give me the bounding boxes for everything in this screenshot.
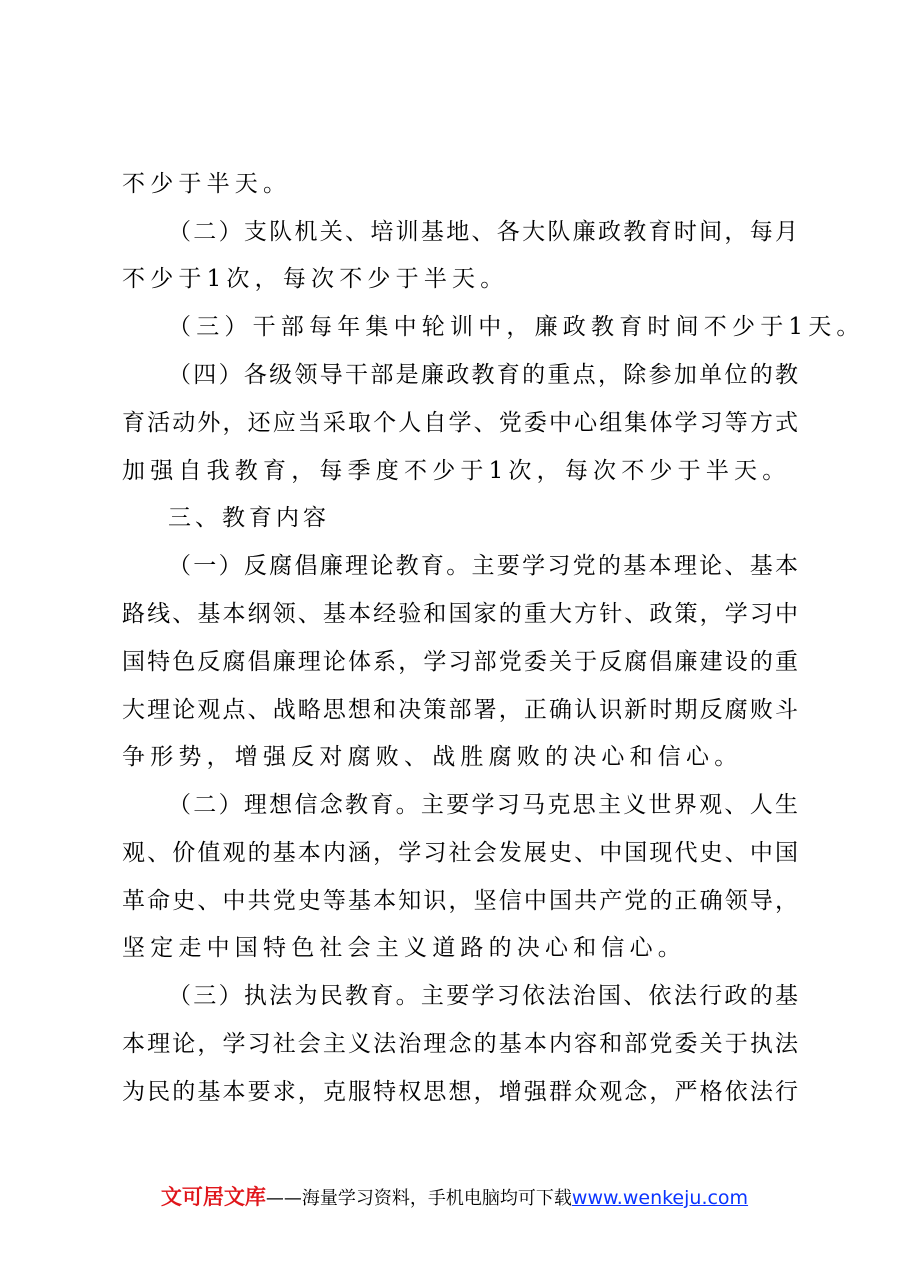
text-line: （二）理想信念教育。主要学习马克思主义世界观、人生 — [168, 792, 798, 818]
text-line: 为民的基本要求，克服特权思想，增强群众观念，严格依法行 — [122, 1079, 798, 1105]
text-line: 加强自我教育，每季度不少于1次，每次不少于半天。 — [122, 458, 791, 484]
text-line: 大理论观点、战略思想和决策部署，正确认识新时期反腐败斗 — [122, 697, 798, 723]
footer-tagline: ——海量学习资料，手机电脑均可下载 — [265, 1188, 572, 1209]
text-line: 不少于半天。 — [122, 171, 292, 197]
text-line: （一）反腐倡廉理论教育。主要学习党的基本理论、基本 — [168, 553, 798, 579]
footer-brand: 文可居文库 — [160, 1185, 266, 1209]
text-line: 革命史、中共党史等基本知识，坚信中国共产党的正确领导， — [122, 888, 798, 914]
section-heading: 三、教育内容 — [168, 505, 330, 531]
text-line: 争形势，增强反对腐败、战胜腐败的决心和信心。 — [122, 744, 743, 770]
text-line: 育活动外，还应当采取个人自学、党委中心组集体学习等方式 — [122, 410, 798, 436]
text-line: 观、价值观的基本内涵，学习社会发展史、中国现代史、中国 — [122, 840, 798, 866]
text-line: 本理论，学习社会主义法治理念的基本内容和部党委关于执法 — [122, 1031, 798, 1057]
footer-banner — [0, 1183, 909, 1213]
text-line: 路线、基本纲领、基本经验和国家的重大方针、政策，学习中 — [122, 601, 798, 627]
text-line: （二）支队机关、培训基地、各大队廉政教育时间，每月 — [168, 219, 798, 245]
text-line: （三）干部每年集中轮训中，廉政教育时间不少于1天。 — [168, 314, 865, 340]
text-line: 坚定走中国特色社会主义道路的决心和信心。 — [122, 935, 686, 961]
text-line: （四）各级领导干部是廉政教育的重点，除参加单位的教 — [168, 362, 798, 388]
text-line: 国特色反腐倡廉理论体系，学习部党委关于反腐倡廉建设的重 — [122, 649, 798, 675]
footer-site-link[interactable]: www.wenkeju.com — [571, 1187, 749, 1209]
text-line: 不少于1次，每次不少于半天。 — [122, 266, 509, 292]
text-line: （三）执法为民教育。主要学习依法治国、依法行政的基 — [168, 983, 798, 1009]
